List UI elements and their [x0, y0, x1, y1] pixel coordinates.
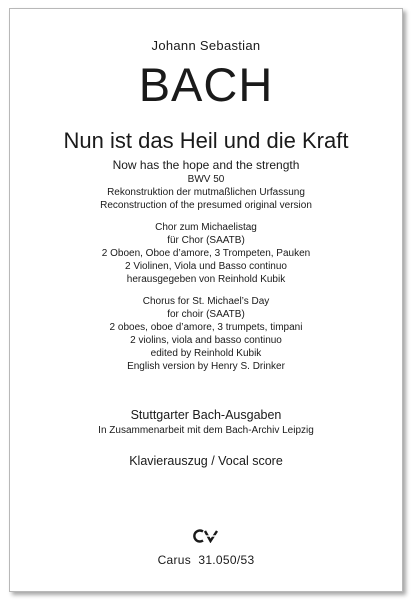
publisher-catalog-number: Carus 31.050/53: [157, 553, 255, 567]
reconstruction-english: Reconstruction of the presumed original version: [100, 200, 312, 211]
work-title: Nun ist das Heil und die Kraft: [63, 128, 349, 153]
score-cover: [9, 8, 403, 592]
details-en-line: English version by Henry S. Drinker: [127, 361, 285, 372]
details-de-line: Chor zum Michaelistag: [155, 222, 257, 233]
details-en-line: 2 oboes, oboe d’amore, 3 trumpets, timpani: [109, 322, 303, 333]
details-en-line: edited by Reinhold Kubik: [150, 348, 262, 359]
details-en-line: for choir (SAATB): [167, 309, 245, 320]
details-en-line: Chorus for St. Michael’s Day: [142, 296, 270, 307]
series-name: Stuttgarter Bach-Ausgaben: [130, 408, 282, 422]
composer-first-names: Johann Sebastian: [151, 38, 261, 53]
details-de-line: herausgegeben von Reinhold Kubik: [126, 274, 286, 285]
series-cooperation: In Zusammenarbeit mit dem Bach-Archiv Leipzig: [98, 425, 314, 436]
edition-type: Klavierauszug / Vocal score: [129, 454, 283, 468]
details-de-line: 2 Oboen, Oboe d’amore, 3 Trompeten, Pauken: [101, 248, 311, 259]
catalog-number: BWV 50: [187, 174, 225, 185]
details-de-line: für Chor (SAATB): [167, 235, 245, 246]
reconstruction-german: Rekonstruktion der mutmaßlichen Urfassung: [107, 187, 305, 198]
details-en-line: 2 violins, viola and basso continuo: [130, 335, 282, 346]
details-de-line: 2 Violinen, Viola und Basso continuo: [125, 261, 287, 272]
composer-surname: BACH: [138, 58, 274, 111]
work-title-english: Now has the hope and the strength: [112, 158, 300, 172]
carus-cv-logo-icon: [192, 529, 220, 543]
